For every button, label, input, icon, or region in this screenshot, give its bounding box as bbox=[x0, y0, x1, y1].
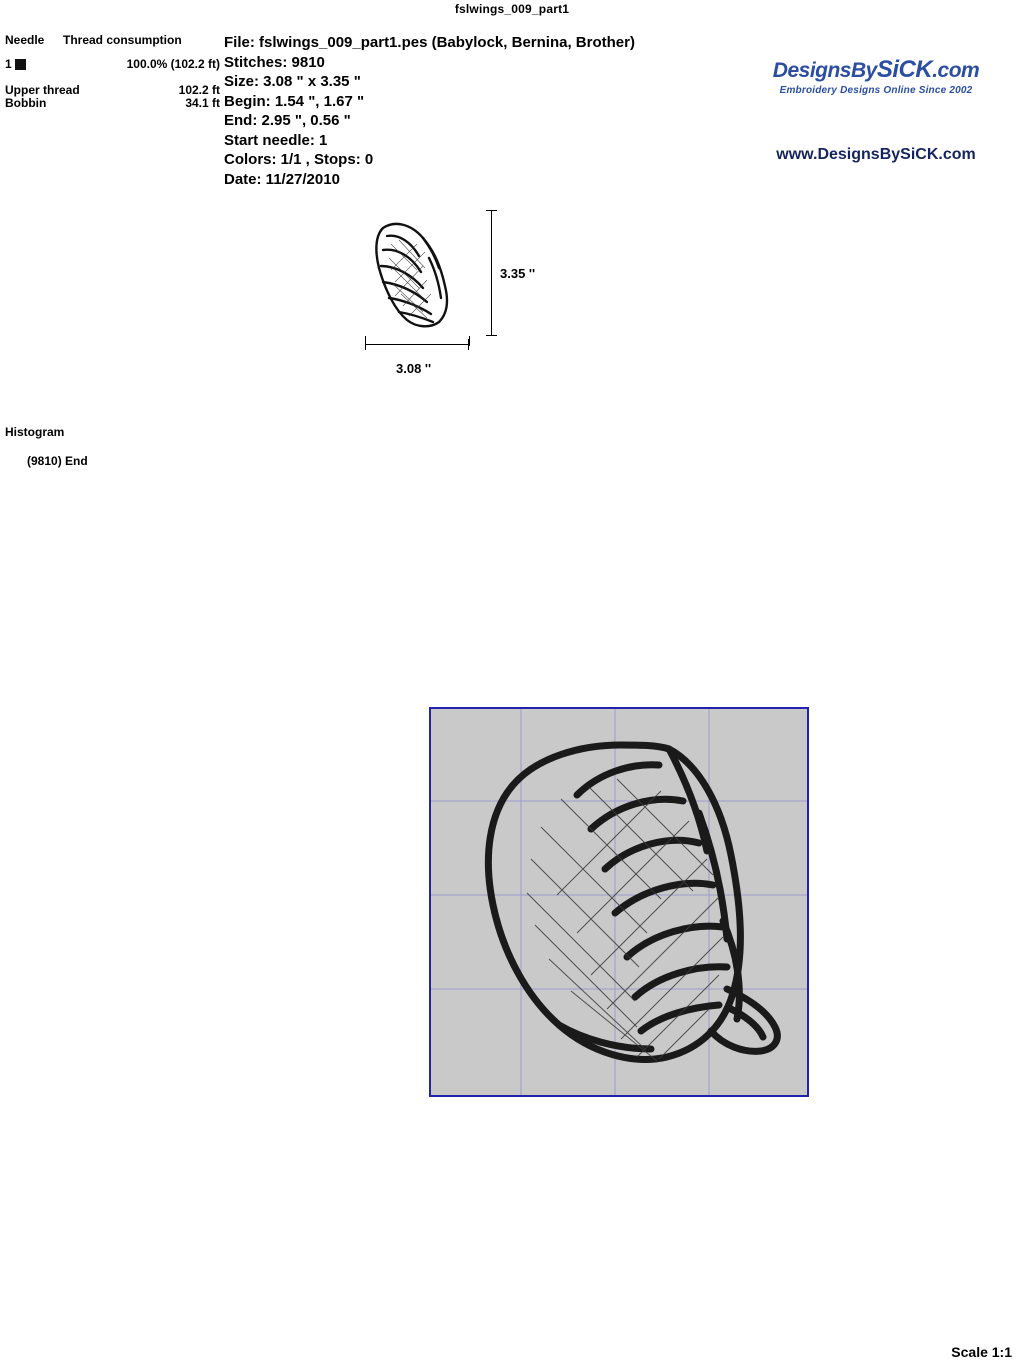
thread-consumption-table bbox=[5, 33, 220, 110]
brand-logo bbox=[756, 56, 996, 96]
bobbin-value: 34.1 ft bbox=[185, 96, 220, 110]
table-row bbox=[5, 57, 220, 71]
info-end: End: 2.95 ", 0.56 " bbox=[224, 112, 351, 129]
brand-logo-sick: SiCK bbox=[876, 56, 933, 83]
thread-table-header bbox=[5, 33, 220, 47]
info-begin: Begin: 1.54 ", 1.67 " bbox=[224, 92, 365, 110]
brand-logo-designsby: DesignsBy bbox=[772, 59, 877, 82]
histogram-entry: (9810) End bbox=[27, 454, 88, 468]
wing-thumbnail-icon bbox=[365, 210, 469, 336]
bobbin-label: Bobbin bbox=[5, 96, 47, 110]
needle-number-cell bbox=[5, 57, 63, 71]
width-tick-right bbox=[469, 336, 470, 346]
design-thumbnail-area bbox=[360, 205, 560, 380]
info-size: Size: 3.08 " x 3.35 " bbox=[224, 73, 361, 90]
needle-number: 1 bbox=[5, 57, 12, 71]
scale-note: Scale 1:1 bbox=[951, 1344, 1012, 1360]
total-row-bobbin bbox=[5, 97, 220, 110]
wing-design-graphic bbox=[431, 709, 807, 1095]
width-dimension-label: 3.08 '' bbox=[396, 361, 432, 376]
thread-totals bbox=[5, 84, 220, 110]
brand-website-url: www.DesignsBySiCK.com bbox=[776, 146, 976, 163]
upper-thread-value: 102.2 ft bbox=[178, 83, 220, 97]
info-date: Date: 11/27/2010 bbox=[224, 170, 340, 188]
info-stitches: Stitches: 9810 bbox=[224, 53, 325, 71]
column-header-needle: Needle bbox=[5, 33, 45, 47]
brand-logo-text bbox=[756, 56, 996, 84]
page-title: fslwings_009_part1 bbox=[454, 2, 570, 16]
design-thumbnail bbox=[365, 210, 469, 336]
height-dimension-line bbox=[491, 210, 492, 336]
info-colors-stops: Colors: 1/1 , Stops: 0 bbox=[224, 151, 374, 168]
info-file: File: fslwings_009_part1.pes (Babylock, Bernina, Brother) bbox=[224, 34, 635, 51]
height-dimension-label: 3.35 '' bbox=[500, 266, 536, 281]
design-preview bbox=[429, 707, 809, 1097]
thread-percent-cell: 100.0% (102.2 ft) bbox=[126, 57, 220, 71]
info-start-needle: Start needle: 1 bbox=[224, 131, 328, 149]
histogram-title: Histogram bbox=[5, 425, 65, 439]
brand-logo-com: .com bbox=[932, 59, 980, 82]
width-tick-left bbox=[365, 336, 366, 346]
brand-tagline: Embroidery Designs Online Since 2002 bbox=[779, 85, 973, 96]
upper-thread-label: Upper thread bbox=[5, 83, 80, 97]
column-header-thread-consumption: Thread consumption bbox=[63, 33, 182, 47]
thread-color-swatch bbox=[15, 59, 26, 70]
width-dimension-line bbox=[365, 344, 469, 345]
design-info bbox=[224, 33, 635, 189]
